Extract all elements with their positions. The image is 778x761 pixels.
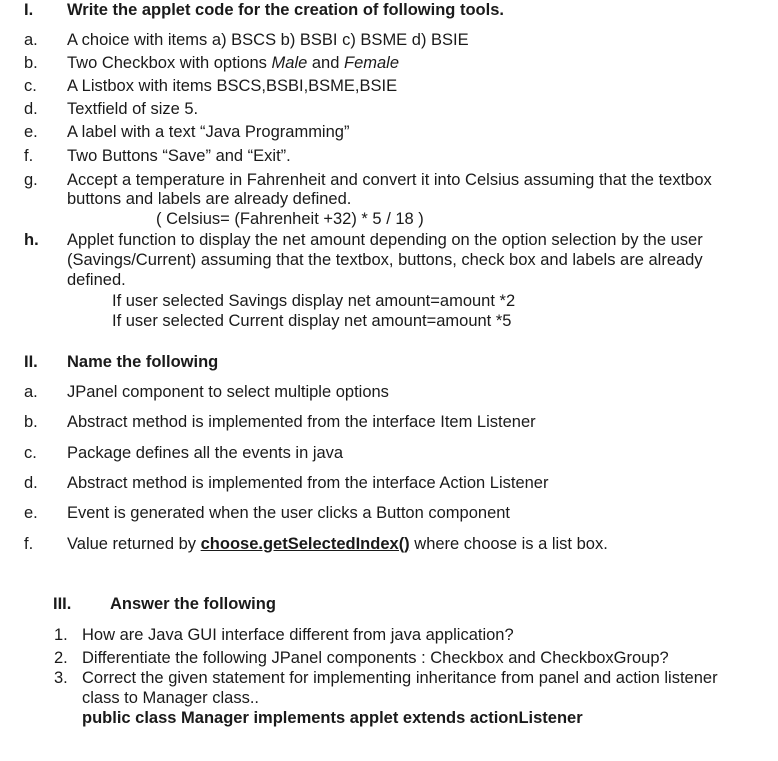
option-female: Female	[344, 54, 400, 72]
item-label: 2.	[54, 649, 68, 667]
item-text: A choice with items a) BSCS b) BSBI c) BSME d) BSIE	[67, 31, 469, 49]
item-text: Textfield of size 5.	[67, 100, 199, 118]
item-text: Package defines all the events in java	[67, 444, 344, 462]
item-text-line: defined.	[67, 271, 126, 289]
item-label: e.	[24, 123, 38, 141]
item-text: A label with a text “Java Programming”	[67, 123, 350, 141]
item-text-line: class to Manager class..	[82, 689, 259, 707]
item-label: d.	[24, 474, 38, 492]
item-text: Event is generated when the user clicks a Button component	[67, 504, 511, 522]
item-text: Value returned by choose.getSelectedIndex() where choose is a list box.	[67, 535, 608, 553]
item-label: b.	[24, 413, 38, 431]
item-label: h.	[24, 231, 39, 249]
item-text: Two Checkbox with options Male and Female	[67, 54, 400, 72]
item-text: Abstract method is implemented from the interface Item Listener	[67, 413, 536, 431]
item-text: A Listbox with items BSCS,BSBI,BSME,BSIE	[67, 77, 398, 95]
item-label: c.	[24, 77, 37, 95]
item-label: a.	[24, 383, 38, 401]
code-statement: public class Manager implements applet extends actionListener	[82, 709, 583, 727]
section-2-numeral: II.	[24, 353, 38, 371]
section-2-heading: Name the following	[67, 353, 219, 371]
section-3-heading: Answer the following	[110, 595, 276, 613]
item-label: g.	[24, 171, 38, 189]
item-text: Abstract method is implemented from the interface Action Listener	[67, 474, 549, 492]
item-text: Two Buttons “Save” and “Exit”.	[67, 147, 291, 165]
formula: ( Celsius= (Fahrenheit +32) * 5 / 18 )	[156, 210, 424, 228]
item-text: JPanel component to select multiple options	[67, 383, 389, 401]
item-text-line: (Savings/Current) assuming that the textbox, buttons, check box and labels are already	[67, 251, 703, 269]
option-male: Male	[271, 54, 308, 72]
rule-current: If user selected Current display net amount=amount *5	[112, 312, 512, 330]
item-label: e.	[24, 504, 38, 522]
item-text-line: Applet function to display the net amount depending on the option selection by the user	[67, 231, 703, 249]
item-label: 1.	[54, 626, 68, 644]
item-label: f.	[24, 147, 34, 165]
section-1-numeral: I.	[24, 1, 34, 19]
item-text-line: buttons and labels are already defined.	[67, 190, 352, 208]
item-text-line: Accept a temperature in Fahrenheit and convert it into Celsius assuming that the textbox	[67, 171, 712, 189]
item-label: c.	[24, 444, 37, 462]
item-label: 3.	[54, 669, 68, 687]
item-text-line: Correct the given statement for implementing inheritance from panel and action listener	[82, 669, 718, 687]
item-text: Differentiate the following JPanel components : Checkbox and CheckboxGroup?	[82, 649, 669, 667]
item-label: d.	[24, 100, 38, 118]
item-label: b.	[24, 54, 38, 72]
item-label: f.	[24, 535, 34, 553]
item-text: How are Java GUI interface different from java application?	[82, 626, 514, 644]
item-label: a.	[24, 31, 38, 49]
code-snippet: choose.getSelectedIndex()	[200, 535, 410, 553]
section-3-numeral: III.	[53, 595, 72, 613]
rule-savings: If user selected Savings display net amount=amount *2	[112, 292, 516, 310]
section-1-heading: Write the applet code for the creation of following tools.	[67, 1, 504, 19]
